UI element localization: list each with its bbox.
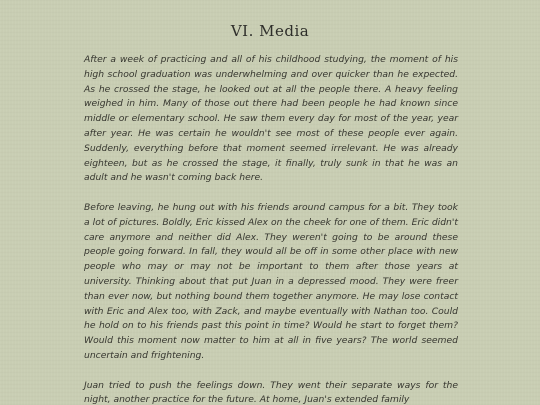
chapter-body — [84, 53, 458, 405]
chapter-title: VI. Media — [230, 22, 310, 40]
paragraph: Before leaving, he hung out with his friends around campus for a bit. They took a lot of pictures. Boldly, Eric kissed Alex on the cheek for one of them. Eric didn't care anymore and neither did Alex. They weren't going to be around these people going forward. In fall, they would all be off in some other place with new people who may or may not be important to them after those years at university. Thinking about that put Juan in a depressed mood. They were freer than ever now, but nothing bound them together anymore. He may lose contact with Eric and Alex too, with Zack, and maybe eventually with Nathan too. Could he hold on to his friends past this point in time? Would he start to forget them? Would this moment now matter to him at all in five years? The world seemed uncertain and frightening. — [84, 201, 458, 361]
paragraph: After a week of practicing and all of his childhood studying, the moment of his high school graduation was underwhelming and over quicker than he expected. As he crossed the stage, he looked out at all the people there. A heavy feeling weighed in him. Many of those out there had been people he had known since middle or elementary school. He saw them every day for most of the year, year after year. He was certain he wouldn't see most of these people ever again. Suddenly, everything before that moment seemed irrelevant. He was already eighteen, but as he crossed the stage, it finally, truly sunk in that he was an adult and he wasn't coming back here. — [84, 54, 458, 184]
paragraph: Juan tried to push the feelings down. They went their separate ways for the night, another practice for the future. At home, Juan's extended family — [84, 379, 458, 405]
